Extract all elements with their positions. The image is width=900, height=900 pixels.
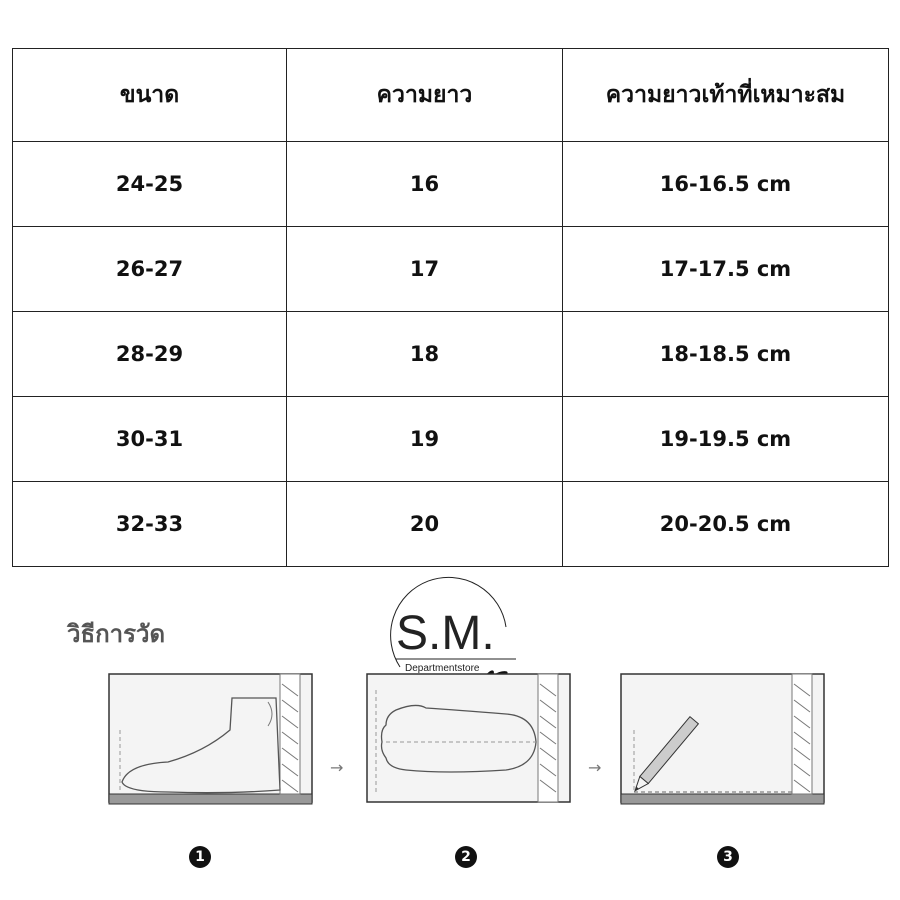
logo-main-text: S.M. [396,607,495,660]
cell-foot-length: 16-16.5 cm [563,142,889,227]
cell-length: 20 [287,482,563,567]
table-row [13,397,889,482]
step-number-2: 2 [455,846,477,868]
step-3-illustration [620,670,826,808]
measure-section-title: วิธีการวัด [67,620,166,648]
table-row [13,482,889,567]
cell-foot-length: 18-18.5 cm [563,312,889,397]
table-header-row [13,49,889,142]
step-number-3: 3 [717,846,739,868]
logo-sub-text: Departmentstore [405,663,480,674]
step-1-illustration [108,670,314,808]
cell-length: 18 [287,312,563,397]
cell-foot-length: 19-19.5 cm [563,397,889,482]
header-size: ขนาด [13,49,287,142]
step-number-1: 1 [189,846,211,868]
cell-length: 16 [287,142,563,227]
table-row [13,227,889,312]
cell-size: 32-33 [13,482,287,567]
step-arrow: → [588,758,602,777]
cell-size: 24-25 [13,142,287,227]
cell-size: 30-31 [13,397,287,482]
table-row [13,312,889,397]
foot-top-view-icon [382,705,537,772]
cell-foot-length: 17-17.5 cm [563,227,889,312]
cell-size: 26-27 [13,227,287,312]
step-arrow: → [330,758,344,777]
cell-length: 17 [287,227,563,312]
cell-foot-length: 20-20.5 cm [563,482,889,567]
cell-length: 19 [287,397,563,482]
size-chart-table [12,48,889,567]
header-length: ความยาว [287,49,563,142]
step-2-illustration [366,670,572,808]
table-row [13,142,889,227]
header-foot-length: ความยาวเท้าที่เหมาะสม [563,49,889,142]
cell-size: 28-29 [13,312,287,397]
